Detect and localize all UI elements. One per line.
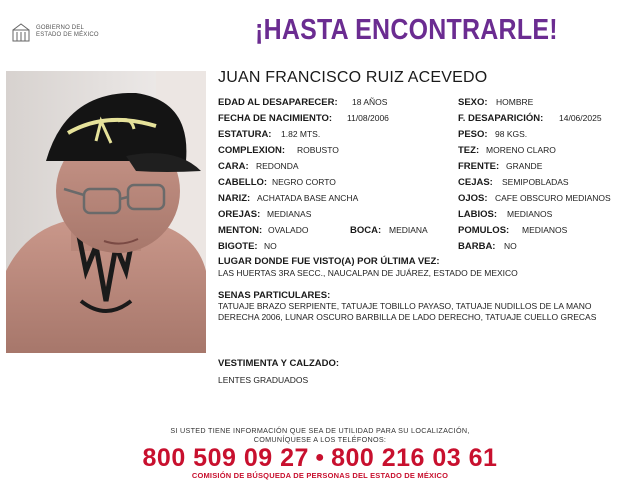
phone-1[interactable]: 800 509 09 27 [142,444,309,472]
vestimenta-value: LENTES GRADUADOS [218,375,309,385]
phone-numbers [0,444,640,473]
senas-value: TATUAJE BRAZO SERPIENTE, TATUAJE TOBILLO PAYASO, TATUAJE NUDILLOS DE LA MANO DERECHA 2006, LUNAR OSCURO BARBILLA DE LADO DERECHO, TATUAJE CUELLO GRECAS [218,301,597,322]
desaparicion-label: F. DESAPARICIÓN: [458,113,544,124]
government-logo [10,22,120,46]
barba-value: NO [504,241,517,251]
menton-label: MENTON: [218,225,263,236]
commission-name: COMISIÓN DE BÚSQUEDA DE PERSONAS DEL ESTADO DE MÉXICO [191,471,449,480]
orejas-label: OREJAS: [218,209,261,220]
estatura-value: 1.82 MTS. [281,129,321,139]
vestimenta-label: VESTIMENTA Y CALZADO: [218,358,340,369]
portrait-illustration [6,71,206,353]
government-name: GOBIERNO DEL ESTADO DE MÉXICO [36,25,99,38]
tez-value: MORENO CLARO [486,145,556,155]
nariz-value: ACHATADA BASE ANCHA [257,193,359,203]
edad-value: 18 AÑOS [352,97,388,107]
nariz-label: NARIZ: [218,193,251,204]
peso-label: PESO: [458,129,488,140]
ojos-value: CAFE OBSCURO MEDIANOS [495,193,611,203]
desaparicion-value: 14/06/2025 [559,113,602,123]
cabello-label: CABELLO: [218,177,268,188]
state-seal-icon [10,22,32,44]
headline: ¡HASTA ENCONTRARLE! [255,14,558,46]
lugar-value: LAS HUERTAS 3RA SECC., NAUCALPAN DE JUÁREZ, ESTADO DE MEXICO [218,268,518,278]
orejas-value: MEDIANAS [267,209,312,219]
edad-label: EDAD AL DESAPARECER: [218,97,338,108]
cara-value: REDONDA [256,161,299,171]
tez-label: TEZ: [458,145,480,156]
cejas-value: SEMIPOBLADAS [502,177,569,187]
cejas-label: CEJAS: [458,177,493,188]
complexion-value: ROBUSTO [297,145,339,155]
lugar-label: LUGAR DONDE FUE VISTO(A) POR ÚLTIMA VEZ: [218,256,440,267]
peso-value: 98 KGS. [495,129,528,139]
bigote-label: BIGOTE: [218,241,258,252]
labios-label: LABIOS: [458,209,498,220]
nacimiento-label: FECHA DE NACIMIENTO: [218,113,332,124]
boca-value: MEDIANA [389,225,428,235]
boca-label: BOCA: [350,225,382,236]
estatura-label: ESTATURA: [218,129,272,140]
sexo-label: SEXO: [458,97,488,108]
pomulos-label: POMULOS: [458,225,510,236]
complexion-label: COMPLEXION: [218,145,286,156]
cabello-value: NEGRO CORTO [272,177,336,187]
bigote-value: NO [264,241,277,251]
missing-person-photo [6,71,206,353]
labios-value: MEDIANOS [507,209,553,219]
phone-2[interactable]: 800 216 03 61 [331,444,498,472]
person-name: JUAN FRANCISCO RUIZ ACEVEDO [218,69,488,86]
frente-label: FRENTE: [458,161,500,172]
senas-label: SENAS PARTICULARES: [218,290,331,301]
frente-value: GRANDE [506,161,543,171]
contact-instructions: SI USTED TIENE INFORMACIÓN QUE SEA DE UTILIDAD PARA SU LOCALIZACIÓN, COMUNÍQUESE A LOS TELÉFONOS: [170,426,470,444]
barba-label: BARBA: [458,241,496,252]
pomulos-value: MEDIANOS [522,225,568,235]
sexo-value: HOMBRE [496,97,534,107]
cara-label: CARA: [218,161,249,172]
ojos-label: OJOS: [458,193,488,204]
nacimiento-value: 11/08/2006 [347,113,389,123]
menton-value: OVALADO [268,225,309,235]
separator-dot-icon: ● [314,449,326,466]
